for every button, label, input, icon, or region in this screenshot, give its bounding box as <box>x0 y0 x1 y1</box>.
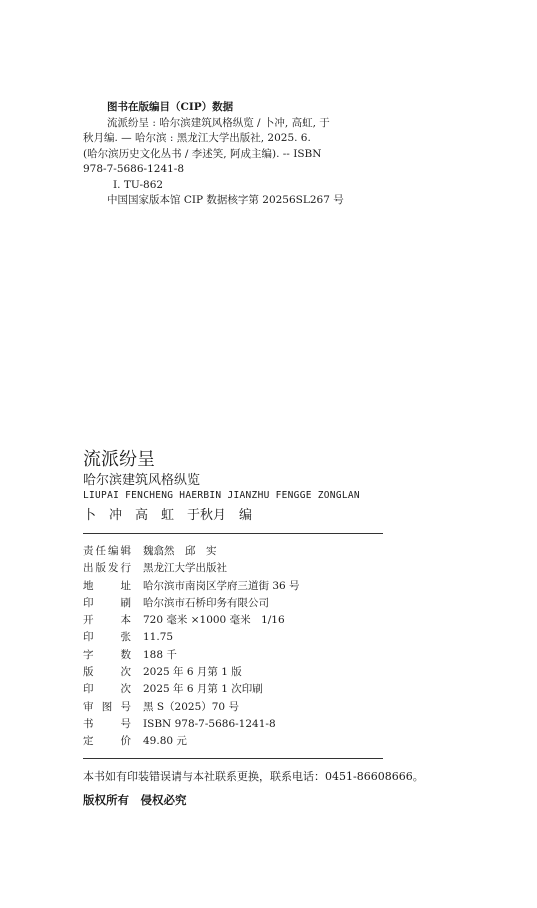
meta-label-char: 号 <box>120 717 131 730</box>
meta-label <box>83 560 131 577</box>
book-subtitle: 哈尔滨建筑风格纵览 <box>83 473 201 488</box>
meta-label <box>83 595 131 612</box>
meta-label-char: 字 <box>83 648 94 661</box>
cip-record-line: 中国国家版本馆 CIP 数据核字第 20256SL267 号 <box>107 194 344 206</box>
meta-row <box>83 543 300 560</box>
meta-label <box>83 699 131 716</box>
copyright-statement: 版权所有 侵权必究 <box>83 793 187 807</box>
meta-label-char: 书 <box>83 717 94 730</box>
meta-row <box>83 629 300 646</box>
title-block <box>83 449 360 526</box>
meta-label-char: 刷 <box>120 596 131 609</box>
meta-value: 49.80 元 <box>143 735 187 748</box>
publication-details <box>83 543 300 751</box>
meta-value: 11.75 <box>143 631 174 644</box>
meta-label-char: 价 <box>120 735 131 748</box>
meta-value: 哈尔滨市石桥印务有限公司 <box>143 596 269 609</box>
meta-label-char: 发 <box>108 562 119 575</box>
meta-label-char: 责 <box>83 545 94 557</box>
cip-line-1: 流派纷呈 : 哈尔滨建筑风格纵览 / 卜冲, 高虹, 于 <box>107 116 330 129</box>
book-authors: 卜 冲 高 虹 于秋月 编 <box>83 508 253 523</box>
meta-value: 188 千 <box>143 648 177 661</box>
book-title: 流派纷呈 <box>83 449 155 470</box>
meta-label-char: 编 <box>108 545 119 557</box>
cip-heading: 图书在版编目（CIP）数据 <box>107 101 234 113</box>
meta-label-char: 图 <box>101 700 113 713</box>
meta-label <box>83 681 131 698</box>
meta-value: 720 毫米 ×1000 毫米 1/16 <box>143 614 285 627</box>
meta-row <box>83 595 300 612</box>
cip-line-3: (哈尔滨历史文化丛书 / 李述笑, 阿成主编). -- ISBN <box>83 147 322 160</box>
meta-label-char: 数 <box>120 648 131 661</box>
meta-label-char: 行 <box>120 562 131 575</box>
cip-class-line: Ⅰ. TU-862 <box>113 178 164 191</box>
meta-label-char: 次 <box>120 683 131 696</box>
meta-label <box>83 647 131 664</box>
cip-line-2: 秋月编. — 哈尔滨 : 黑龙江大学出版社, 2025. 6. <box>83 132 311 144</box>
meta-label-char: 印 <box>83 631 94 644</box>
meta-label-char: 地 <box>83 579 94 592</box>
meta-value: 2025 年 6 月第 1 版 <box>143 666 242 679</box>
meta-label <box>83 578 131 595</box>
meta-value: 哈尔滨市南岗区学府三道街 36 号 <box>143 579 300 592</box>
meta-row <box>83 681 300 698</box>
bottom-divider <box>83 758 383 759</box>
cip-line-4: 978-7-5686-1241-8 <box>83 163 185 175</box>
meta-row <box>83 612 300 629</box>
meta-value: 黑 S（2025）70 号 <box>143 700 239 713</box>
top-divider <box>83 533 383 534</box>
meta-value: 2025 年 6 月第 1 次印刷 <box>143 683 263 696</box>
meta-label <box>83 733 131 750</box>
meta-row <box>83 699 300 716</box>
meta-label-char: 开 <box>83 614 94 627</box>
replacement-notice: 本书如有印装错误请与本社联系更换，联系电话：0451-86608666。 <box>83 770 424 783</box>
meta-label-char: 定 <box>83 735 94 748</box>
meta-label <box>83 543 131 560</box>
meta-label-char: 次 <box>120 666 131 679</box>
meta-label-char: 号 <box>120 700 131 713</box>
meta-row <box>83 578 300 595</box>
meta-label-char: 辑 <box>120 545 131 557</box>
meta-label-char: 版 <box>83 666 94 679</box>
meta-value: 魏翕然 邱 实 <box>143 545 217 557</box>
meta-label <box>83 612 131 629</box>
cip-block <box>83 100 393 209</box>
meta-row <box>83 664 300 681</box>
meta-label-char: 出 <box>83 562 94 575</box>
meta-label-char: 址 <box>120 579 131 592</box>
meta-label-char: 本 <box>120 614 131 627</box>
meta-value: ISBN 978-7-5686-1241-8 <box>143 717 276 730</box>
meta-label-char: 任 <box>95 545 106 557</box>
meta-row <box>83 716 300 733</box>
meta-label-char: 张 <box>120 631 131 644</box>
meta-label-char: 版 <box>95 562 106 575</box>
meta-row <box>83 647 300 664</box>
meta-row <box>83 560 300 577</box>
meta-value: 黑龙江大学出版社 <box>143 562 227 575</box>
meta-label <box>83 629 131 646</box>
book-title-pinyin: LIUPAI FENCHENG HAERBIN JIANZHU FENGGE ZONGLAN <box>83 490 360 501</box>
meta-label-char: 印 <box>83 683 94 696</box>
meta-row <box>83 733 300 750</box>
meta-label-char: 审 <box>83 700 94 713</box>
meta-label <box>83 716 131 733</box>
meta-label-char: 印 <box>83 596 94 609</box>
meta-label <box>83 664 131 681</box>
